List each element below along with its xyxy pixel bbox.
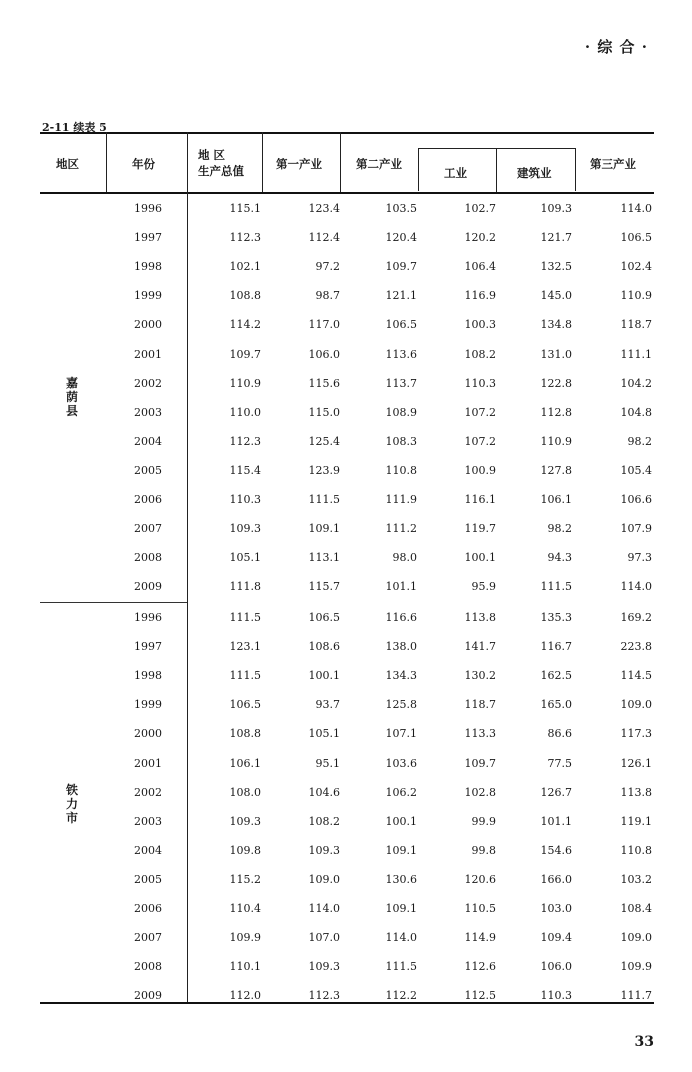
table-row [40, 310, 654, 339]
cell-secondary: 112.2 [385, 989, 417, 1003]
cell-primary: 114.0 [308, 902, 340, 915]
cell-secondary: 101.1 [385, 580, 417, 594]
cell-tertiary: 118.7 [620, 318, 652, 332]
table-row [40, 894, 654, 923]
table-row [40, 340, 654, 369]
col-divider-primary [340, 132, 341, 192]
cell-primary: 115.0 [308, 405, 340, 419]
cell-tertiary: 114.5 [620, 669, 652, 683]
cell-year: 2004 [134, 434, 162, 448]
cell-gdp: 102.1 [229, 260, 261, 274]
table-row [40, 281, 654, 310]
cell-gdp: 109.9 [229, 931, 261, 945]
cell-industry: 116.1 [464, 493, 496, 506]
cell-secondary: 109.1 [385, 843, 417, 857]
cell-year: 2003 [134, 405, 162, 419]
cell-year: 1996 [134, 202, 162, 215]
cell-construction: 109.4 [540, 931, 572, 945]
cell-gdp: 109.3 [229, 522, 261, 536]
table-row [40, 778, 654, 807]
cell-year: 2001 [134, 347, 162, 361]
cell-secondary: 103.5 [385, 202, 417, 215]
cell-industry: 100.3 [464, 318, 496, 332]
cell-primary: 106.5 [308, 611, 340, 624]
cell-year: 2006 [134, 902, 162, 915]
cell-construction: 145.0 [540, 289, 572, 303]
cell-industry: 107.2 [464, 405, 496, 419]
secondary-subheader-box [418, 148, 576, 191]
cell-industry: 113.3 [464, 727, 496, 741]
cell-tertiary: 104.2 [620, 376, 652, 390]
cell-construction: 126.7 [540, 785, 572, 799]
cell-gdp: 106.1 [229, 756, 261, 770]
cell-construction: 154.6 [540, 843, 572, 857]
cell-gdp: 111.5 [229, 669, 261, 683]
cell-year: 1998 [134, 669, 162, 683]
cell-year: 2001 [134, 756, 162, 770]
cell-gdp: 111.5 [229, 611, 261, 624]
cell-secondary: 98.0 [392, 551, 417, 565]
header-gdp-line1: 地 区 [198, 148, 226, 162]
cell-gdp: 115.4 [229, 463, 261, 477]
cell-construction: 106.1 [540, 493, 572, 506]
cell-primary: 109.3 [308, 843, 340, 857]
cell-gdp: 109.8 [229, 843, 261, 857]
table-row [40, 981, 654, 1010]
cell-primary: 93.7 [315, 698, 340, 712]
cell-primary: 123.9 [308, 463, 340, 477]
cell-year: 2005 [134, 872, 162, 886]
cell-industry: 114.9 [464, 931, 496, 945]
cell-secondary: 113.6 [385, 347, 417, 361]
cell-industry: 110.3 [464, 376, 496, 390]
cell-tertiary: 103.2 [620, 872, 652, 886]
cell-year: 2005 [134, 463, 162, 477]
cell-tertiary: 102.4 [620, 260, 652, 274]
cell-secondary: 100.1 [385, 814, 417, 828]
cell-tertiary: 114.0 [620, 202, 652, 215]
cell-primary: 125.4 [308, 434, 340, 448]
cell-secondary: 109.7 [385, 260, 417, 274]
header-construction: 建筑业 [517, 166, 552, 180]
cell-industry: 120.2 [464, 231, 496, 245]
cell-primary: 104.6 [308, 785, 340, 799]
cell-gdp: 110.1 [229, 960, 261, 974]
cell-tertiary: 104.8 [620, 405, 652, 419]
table-row [40, 194, 654, 223]
cell-gdp: 111.8 [229, 580, 261, 594]
cell-secondary: 103.6 [385, 756, 417, 770]
cell-gdp: 123.1 [229, 640, 261, 654]
cell-industry: 108.2 [464, 347, 496, 361]
table-row [40, 661, 654, 690]
cell-primary: 109.3 [308, 960, 340, 974]
cell-primary: 111.5 [308, 493, 340, 506]
cell-year: 2009 [134, 580, 162, 594]
cell-secondary: 121.1 [385, 289, 417, 303]
section-header: · 综 合 · [584, 38, 648, 56]
cell-construction: 131.0 [540, 347, 572, 361]
cell-year: 1997 [134, 231, 162, 245]
cell-secondary: 109.1 [385, 902, 417, 915]
table-row [40, 749, 654, 778]
cell-secondary: 111.5 [385, 960, 417, 974]
cell-industry: 110.5 [464, 902, 496, 915]
cell-construction: 132.5 [540, 260, 572, 274]
cell-primary: 115.6 [308, 376, 340, 390]
cell-primary: 113.1 [308, 551, 340, 565]
table-row [40, 719, 654, 748]
table-row [40, 398, 654, 427]
cell-industry: 95.9 [471, 580, 496, 594]
page-number: 33 [634, 1034, 654, 1050]
cell-primary: 112.4 [308, 231, 340, 245]
cell-construction: 116.7 [540, 640, 572, 654]
cell-year: 1999 [134, 698, 162, 712]
table-row [40, 836, 654, 865]
table-row [40, 369, 654, 398]
cell-gdp: 108.8 [229, 727, 261, 741]
cell-secondary: 111.9 [385, 493, 417, 506]
table-row [40, 514, 654, 543]
cell-construction: 86.6 [547, 727, 572, 741]
cell-construction: 135.3 [540, 611, 572, 624]
cell-primary: 107.0 [308, 931, 340, 945]
cell-construction: 98.2 [547, 522, 572, 536]
cell-industry: 106.4 [464, 260, 496, 274]
cell-primary: 123.4 [308, 202, 340, 215]
cell-tertiary: 97.3 [627, 551, 652, 565]
cell-construction: 109.3 [540, 202, 572, 215]
cell-tertiary: 126.1 [620, 756, 652, 770]
cell-industry: 130.2 [464, 669, 496, 683]
cell-gdp: 110.4 [229, 902, 261, 915]
region-label-tieli: 铁 力 市 [65, 783, 78, 825]
cell-secondary: 125.8 [385, 698, 417, 712]
cell-primary: 100.1 [308, 669, 340, 683]
cell-year: 1998 [134, 260, 162, 274]
cell-primary: 95.1 [315, 756, 340, 770]
header-tertiary: 第三产业 [590, 157, 636, 171]
cell-gdp: 110.0 [229, 405, 261, 419]
cell-industry: 112.5 [464, 989, 496, 1003]
table-row [40, 952, 654, 981]
cell-industry: 116.9 [464, 289, 496, 303]
col-divider-gdp [262, 132, 263, 192]
cell-primary: 105.1 [308, 727, 340, 741]
cell-construction: 134.8 [540, 318, 572, 332]
cell-industry: 141.7 [464, 640, 496, 654]
table-row [40, 543, 654, 572]
cell-secondary: 108.3 [385, 434, 417, 448]
cell-secondary: 116.6 [385, 611, 417, 624]
cell-construction: 166.0 [540, 872, 572, 886]
cell-construction: 162.5 [540, 669, 572, 683]
cell-tertiary: 110.8 [620, 843, 652, 857]
table-row [40, 632, 654, 661]
cell-secondary: 113.7 [385, 376, 417, 390]
cell-tertiary: 111.1 [620, 347, 652, 361]
cell-primary: 97.2 [315, 260, 340, 274]
cell-year: 2004 [134, 843, 162, 857]
cell-year: 2006 [134, 493, 162, 506]
cell-construction: 165.0 [540, 698, 572, 712]
cell-industry: 112.6 [464, 960, 496, 974]
cell-industry: 102.8 [464, 785, 496, 799]
cell-tertiary: 105.4 [620, 463, 652, 477]
cell-gdp: 115.2 [229, 872, 261, 886]
cell-tertiary: 119.1 [620, 814, 652, 828]
cell-construction: 127.8 [540, 463, 572, 477]
header-primary: 第一产业 [276, 157, 322, 171]
cell-industry: 109.7 [464, 756, 496, 770]
cell-tertiary: 109.9 [620, 960, 652, 974]
cell-construction: 121.7 [540, 231, 572, 245]
cell-secondary: 107.1 [385, 727, 417, 741]
cell-gdp: 112.3 [229, 434, 261, 448]
cell-secondary: 106.2 [385, 785, 417, 799]
cell-construction: 111.5 [540, 580, 572, 594]
cell-primary: 108.6 [308, 640, 340, 654]
cell-secondary: 134.3 [385, 669, 417, 683]
cell-primary: 98.7 [315, 289, 340, 303]
cell-year: 2003 [134, 814, 162, 828]
cell-year: 2002 [134, 785, 162, 799]
cell-industry: 118.7 [464, 698, 496, 712]
cell-tertiary: 109.0 [620, 931, 652, 945]
table-top-rule [40, 132, 654, 134]
cell-year: 2002 [134, 376, 162, 390]
cell-year: 2008 [134, 551, 162, 565]
cell-gdp: 114.2 [229, 318, 261, 332]
cell-secondary: 110.8 [385, 463, 417, 477]
cell-construction: 122.8 [540, 376, 572, 390]
cell-year: 2000 [134, 318, 162, 332]
cell-tertiary: 106.6 [620, 493, 652, 506]
cell-construction: 110.3 [540, 989, 572, 1003]
cell-year: 1999 [134, 289, 162, 303]
cell-tertiary: 98.2 [627, 434, 652, 448]
cell-primary: 106.0 [308, 347, 340, 361]
cell-industry: 99.8 [471, 843, 496, 857]
cell-secondary: 130.6 [385, 872, 417, 886]
cell-construction: 106.0 [540, 960, 572, 974]
cell-primary: 109.1 [308, 522, 340, 536]
cell-gdp: 109.3 [229, 814, 261, 828]
cell-construction: 101.1 [540, 814, 572, 828]
cell-gdp: 109.7 [229, 347, 261, 361]
header-region: 地区 [56, 157, 79, 171]
table-row [40, 865, 654, 894]
cell-year: 2007 [134, 522, 162, 536]
cell-tertiary: 114.0 [620, 580, 652, 594]
cell-construction: 110.9 [540, 434, 572, 448]
cell-year: 2009 [134, 989, 162, 1003]
cell-gdp: 110.3 [229, 493, 261, 506]
cell-gdp: 106.5 [229, 698, 261, 712]
table-row [40, 456, 654, 485]
table-row [40, 252, 654, 281]
cell-industry: 107.2 [464, 434, 496, 448]
table-row [40, 485, 654, 514]
cell-industry: 100.1 [464, 551, 496, 565]
table-row [40, 572, 654, 601]
cell-construction: 103.0 [540, 902, 572, 915]
cell-gdp: 112.0 [229, 989, 261, 1003]
cell-secondary: 106.5 [385, 318, 417, 332]
cell-tertiary: 109.0 [620, 698, 652, 712]
header-industry: 工业 [444, 166, 467, 180]
cell-primary: 115.7 [308, 580, 340, 594]
cell-secondary: 114.0 [385, 931, 417, 945]
cell-gdp: 108.8 [229, 289, 261, 303]
table-row [40, 223, 654, 252]
cell-gdp: 110.9 [229, 376, 261, 390]
region-label-jiayin: 嘉 荫 县 [65, 376, 78, 418]
cell-industry: 119.7 [464, 522, 496, 536]
table-row [40, 427, 654, 456]
header-gdp-line2: 生产总值 [198, 164, 244, 178]
cell-construction: 94.3 [547, 551, 572, 565]
cell-tertiary: 117.3 [620, 727, 652, 741]
cell-secondary: 111.2 [385, 522, 417, 536]
cell-tertiary: 223.8 [620, 640, 652, 654]
table-label: 2-11 续表 5 [42, 121, 107, 134]
cell-industry: 99.9 [471, 814, 496, 828]
table-row [40, 603, 654, 632]
cell-industry: 120.6 [464, 872, 496, 886]
cell-primary: 108.2 [308, 814, 340, 828]
cell-tertiary: 110.9 [620, 289, 652, 303]
cell-tertiary: 111.7 [620, 989, 652, 1003]
cell-primary: 117.0 [308, 318, 340, 332]
header-secondary: 第二产业 [356, 157, 402, 171]
cell-gdp: 108.0 [229, 785, 261, 799]
cell-year: 1997 [134, 640, 162, 654]
cell-tertiary: 107.9 [620, 522, 652, 536]
cell-year: 2007 [134, 931, 162, 945]
cell-tertiary: 108.4 [620, 902, 652, 915]
cell-primary: 112.3 [308, 989, 340, 1003]
table-row [40, 807, 654, 836]
col-divider-region [106, 132, 107, 192]
cell-year: 2008 [134, 960, 162, 974]
cell-industry: 100.9 [464, 463, 496, 477]
cell-gdp: 112.3 [229, 231, 261, 245]
cell-secondary: 138.0 [385, 640, 417, 654]
table-row [40, 923, 654, 952]
cell-year: 1996 [134, 611, 162, 624]
cell-industry: 102.7 [464, 202, 496, 215]
cell-tertiary: 106.5 [620, 231, 652, 245]
cell-construction: 112.8 [540, 405, 572, 419]
table-row [40, 690, 654, 719]
cell-gdp: 115.1 [229, 202, 261, 215]
header-year: 年份 [132, 157, 155, 171]
cell-primary: 109.0 [308, 872, 340, 886]
cell-tertiary: 169.2 [620, 611, 652, 624]
cell-industry: 113.8 [464, 611, 496, 624]
cell-year: 2000 [134, 727, 162, 741]
cell-secondary: 120.4 [385, 231, 417, 245]
cell-gdp: 105.1 [229, 551, 261, 565]
cell-construction: 77.5 [547, 756, 572, 770]
cell-secondary: 108.9 [385, 405, 417, 419]
cell-tertiary: 113.8 [620, 785, 652, 799]
